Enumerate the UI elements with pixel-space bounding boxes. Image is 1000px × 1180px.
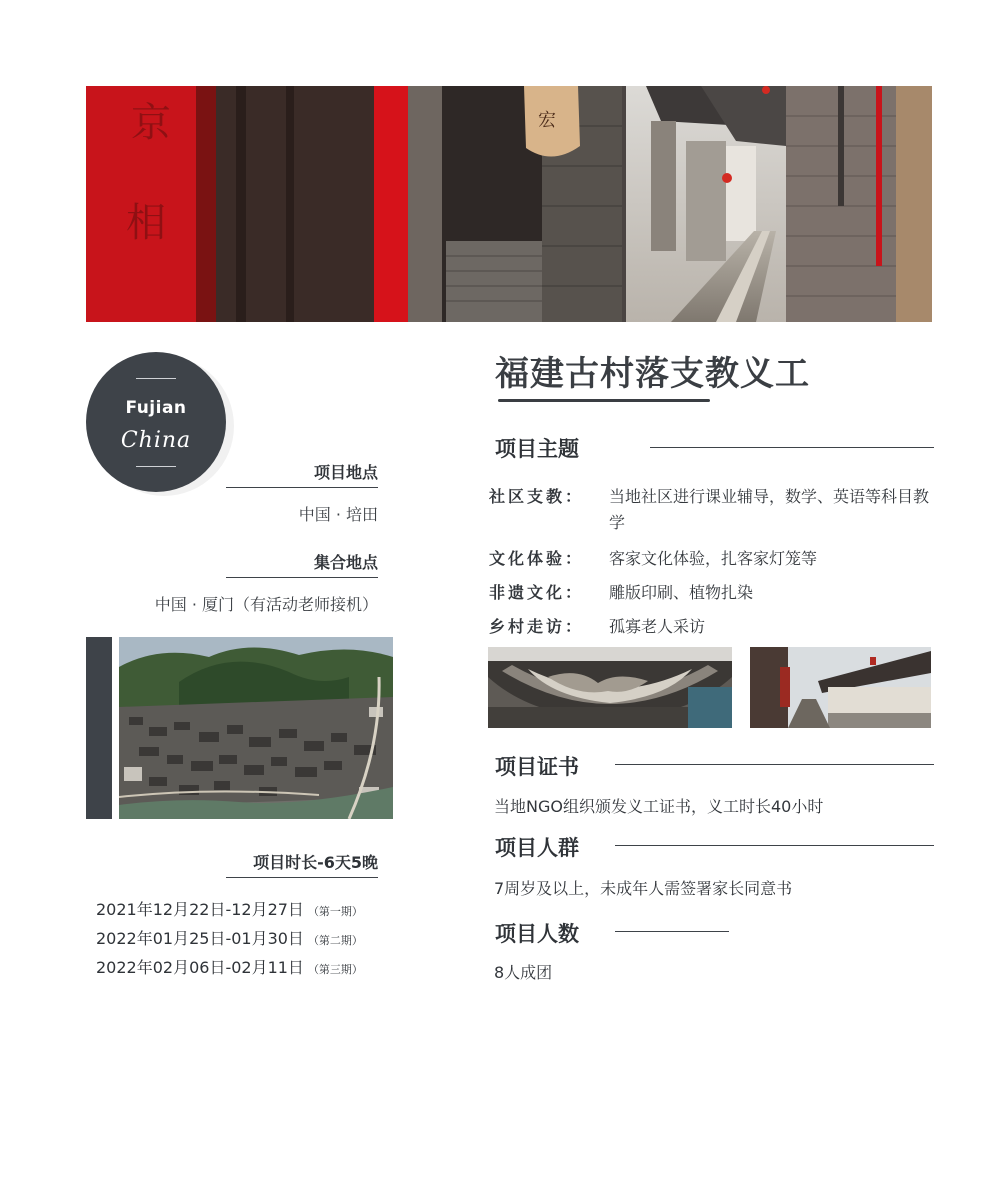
location-label: 项目地点 xyxy=(313,463,378,482)
hero-alley-photo xyxy=(86,86,932,322)
meeting-value: 中国 · 厦门（有活动老师接机） xyxy=(154,595,378,614)
date-range: 2022年02月06日-02月11日 xyxy=(96,958,304,977)
audience-text: 7周岁及以上，未成年人需签署家长同意书 xyxy=(494,879,793,898)
duration-rule xyxy=(226,877,378,878)
date-range: 2021年12月22日-12月27日 xyxy=(96,900,304,919)
location-value: 中国 · 培田 xyxy=(298,505,378,524)
location-rule xyxy=(226,487,378,488)
theme-heading: 项目主题 xyxy=(495,437,579,461)
date-list xyxy=(96,897,386,984)
size-text: 8人成团 xyxy=(494,963,553,982)
meeting-rule xyxy=(226,577,378,578)
badge-line1: Fujian xyxy=(125,398,187,418)
date-range: 2022年01月25日-01月30日 xyxy=(96,929,304,948)
certificate-text: 当地NGO组织颁发义工证书，义工时长40小时 xyxy=(494,797,824,816)
audience-rule xyxy=(615,845,934,846)
theme-item xyxy=(489,484,934,536)
theme-item-value: 客家文化体验，扎客家灯笼等 xyxy=(609,549,818,568)
theme-item-value: 当地社区进行课业辅导，数学、英语等科目教学 xyxy=(609,487,930,532)
old-house-photo xyxy=(750,647,931,728)
meeting-label: 集合地点 xyxy=(313,553,378,572)
date-phase: （第二期） xyxy=(307,934,363,947)
date-row xyxy=(96,897,386,926)
village-aerial-photo xyxy=(119,637,393,819)
date-row xyxy=(96,926,386,955)
photo-side-bar xyxy=(86,637,112,819)
theme-item xyxy=(489,614,934,640)
theme-item xyxy=(489,546,934,572)
theme-item-key: 乡村走访： xyxy=(489,617,585,636)
theme-item-value: 雕版印刷、植物扎染 xyxy=(609,583,754,602)
size-rule xyxy=(615,931,729,932)
theme-item-value: 孤寡老人采访 xyxy=(609,617,706,636)
duration-label: 项目时长-6天5晚 xyxy=(253,853,378,872)
title-underline xyxy=(498,399,710,402)
page-title: 福建古村落支教义工 xyxy=(495,354,810,394)
svg-text:京: 京 xyxy=(131,100,171,146)
svg-text:宏: 宏 xyxy=(538,110,556,131)
badge-top-line xyxy=(136,378,176,379)
certificate-heading: 项目证书 xyxy=(495,755,579,779)
theme-item-key: 文化体验： xyxy=(489,549,585,568)
svg-text:相: 相 xyxy=(126,200,166,246)
badge-line2: China xyxy=(120,428,192,453)
certificate-rule xyxy=(615,764,934,765)
wood-carving-photo xyxy=(488,647,732,728)
theme-rule xyxy=(650,447,934,448)
date-phase: （第三期） xyxy=(307,963,363,976)
fujian-china-badge xyxy=(86,352,226,492)
audience-heading: 项目人群 xyxy=(495,836,579,860)
date-phase: （第一期） xyxy=(307,905,363,918)
date-row xyxy=(96,955,386,984)
size-heading: 项目人数 xyxy=(495,922,579,946)
badge-bottom-line xyxy=(136,466,176,467)
theme-item-key: 非遗文化： xyxy=(489,583,585,602)
theme-item-key: 社区支教： xyxy=(489,487,585,506)
theme-item xyxy=(489,580,934,606)
